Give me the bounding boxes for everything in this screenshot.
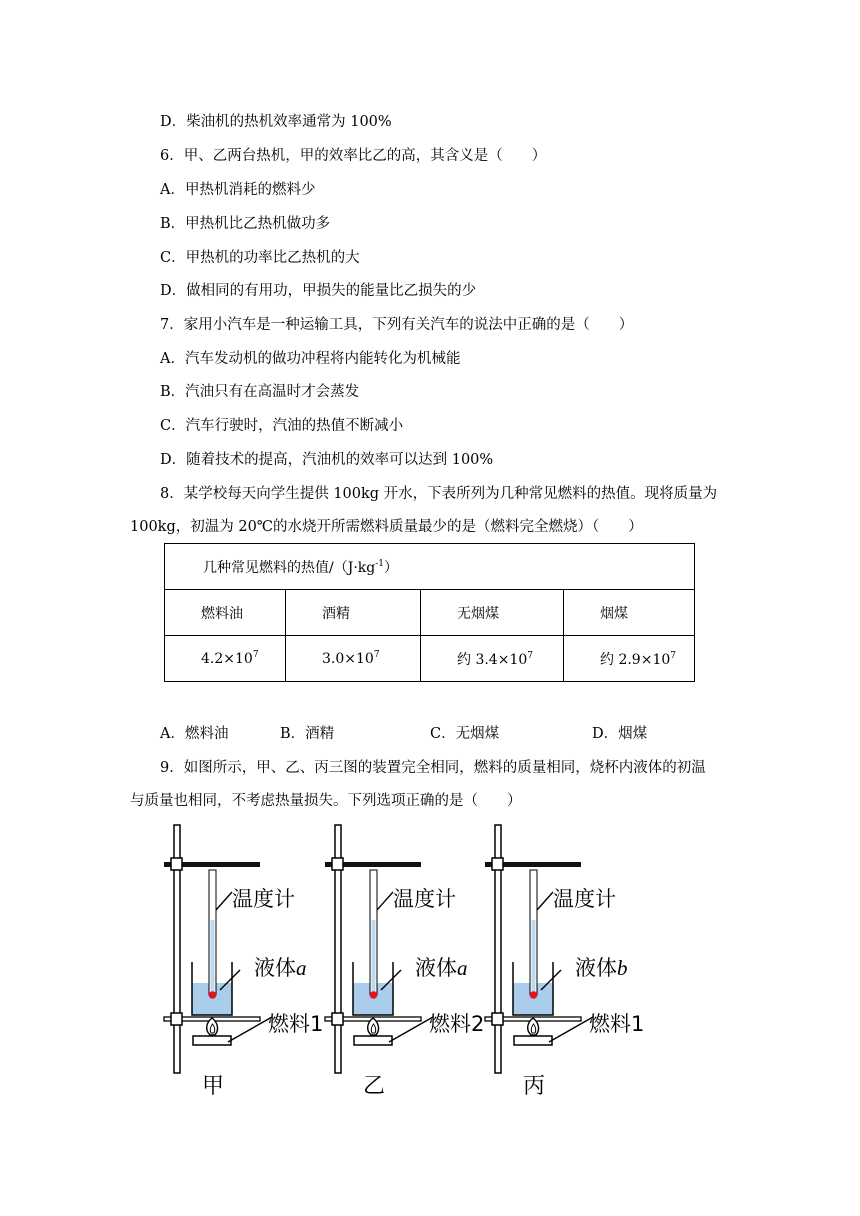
liquid-label: [254, 956, 307, 980]
liquid-name: 液体: [415, 956, 457, 980]
question-9-line1: 9．如图所示，甲、乙、丙三图的装置完全相同，燃料的质量相同，烧杯内液体的初温: [160, 760, 706, 776]
liquid-label: [415, 956, 468, 980]
liquid-name: 液体: [254, 956, 296, 980]
liquid-var: a: [457, 956, 468, 980]
value-mantissa: 3.4×10: [475, 651, 528, 668]
caption: 丙: [523, 1074, 546, 1099]
q6-option-d: D．做相同的有用功，甲损失的能量比乙损失的少: [160, 283, 477, 299]
heat-value: [165, 636, 286, 682]
table-row: [165, 590, 695, 636]
q6-option-a: A．甲热机消耗的燃料少: [160, 182, 316, 198]
value-exp: 7: [527, 650, 533, 661]
apparatus-jia: [164, 825, 323, 1099]
fuel-name: 烟煤: [564, 590, 695, 636]
fuel-name: 无烟煤: [421, 590, 564, 636]
fuel-label: 燃料2: [429, 1012, 485, 1036]
liquid-label: [575, 956, 628, 980]
caption: 乙: [363, 1074, 386, 1099]
q8-option-c: C．无烟煤: [430, 726, 500, 742]
value-mantissa: 3.0×10: [322, 651, 374, 667]
fuel-label: 燃料1: [268, 1012, 324, 1036]
q6-option-c: C．甲热机的功率比乙热机的大: [160, 250, 360, 266]
value-exp: 7: [670, 650, 676, 661]
question-8-line1: 8．某学校每天向学生提供 100kg 开水，下表所列为几种常见燃料的热值。现将质量为: [160, 486, 718, 502]
table-title-end: ）: [384, 559, 399, 576]
fuel-heat-table: [164, 543, 695, 682]
question-6: 6．甲、乙两台热机，甲的效率比乙的高，其含义是（ ）: [160, 148, 547, 164]
q7-option-d: D．随着技术的提高，汽油机的效率可以达到 100%: [160, 452, 494, 468]
liquid-var: a: [296, 956, 307, 980]
q7-option-b: B．汽油只有在高温时才会蒸发: [160, 384, 360, 400]
table-title: [165, 544, 695, 590]
heat-value: [564, 636, 695, 682]
heat-value: [421, 636, 564, 682]
table-row: [165, 636, 695, 682]
apparatus-bing: [485, 825, 644, 1099]
q6-option-b: B．甲热机比乙热机做功多: [160, 216, 331, 232]
q7-option-c: C．汽车行驶时，汽油的热值不断减小: [160, 418, 404, 434]
table-title-exp: -1: [375, 558, 385, 569]
thermometer-label: 温度计: [393, 887, 456, 911]
question-8-line2: 100kg，初温为 20℃的水烧开所需燃料质量最少的是（燃料完全燃烧）（ ）: [130, 519, 643, 535]
table-title-text: 几种常见燃料的热值/（J·kg: [203, 559, 376, 576]
liquid-name: 液体: [575, 956, 617, 980]
fuel-label: 燃料1: [589, 1012, 645, 1036]
question-9-line2: 与质量也相同，不考虑热量损失。下列选项正确的是（ ）: [130, 793, 522, 809]
table-title-row: [165, 544, 695, 590]
value-prefix: 约: [457, 651, 476, 668]
fuel-name: 燃料油: [165, 590, 286, 636]
apparatus-figure: [140, 822, 660, 1112]
q8-option-b: B．酒精: [280, 726, 335, 742]
apparatus-yi: [325, 825, 484, 1099]
value-mantissa: 4.2×10: [201, 651, 253, 667]
thermometer-label: 温度计: [232, 887, 295, 911]
value-exp: 7: [252, 650, 259, 660]
value-prefix: 约: [600, 651, 619, 668]
caption: 甲: [202, 1074, 225, 1099]
value-exp: 7: [373, 650, 380, 660]
question-7: 7．家用小汽车是一种运输工具，下列有关汽车的说法中正确的是（ ）: [160, 317, 634, 333]
fuel-name: 酒精: [286, 590, 421, 636]
q8-option-a: A．燃料油: [160, 726, 229, 742]
q8-option-d: D．烟煤: [592, 726, 648, 742]
option-d-prev: D．柴油机的热机效率通常为 100%: [160, 114, 392, 130]
value-mantissa: 2.9×10: [618, 651, 671, 668]
liquid-var: b: [617, 956, 628, 980]
heat-value: [286, 636, 421, 682]
q7-option-a: A．汽车发动机的做功冲程将内能转化为机械能: [160, 351, 461, 367]
thermometer-label: 温度计: [553, 887, 616, 911]
